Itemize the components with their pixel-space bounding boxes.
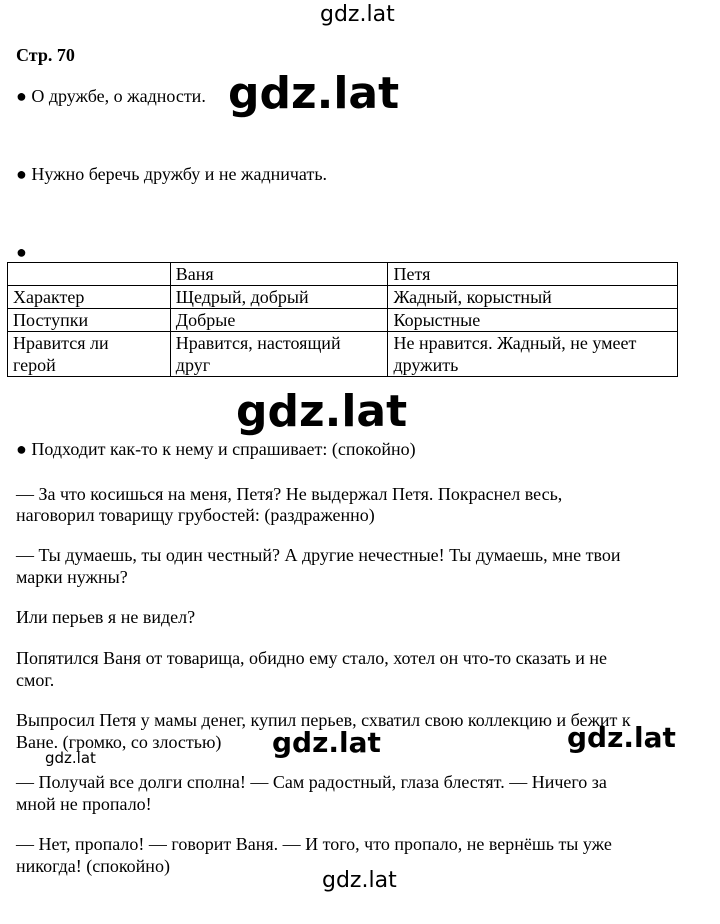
table-cell: Характер [8, 286, 171, 309]
paragraph-line: Ване. (громко, со злостью) [16, 732, 222, 752]
paragraph: Или перьев я не видел? [16, 607, 196, 627]
table-cell: Нравится ли герой [8, 332, 171, 377]
paragraph-line: мной не пропало! [16, 794, 152, 814]
answer-1: ● О дружбе, о жадности. [16, 86, 206, 106]
paragraph-line: — Нет, пропало! — говорит Ваня. — И того, что пропало, не вернёшь ты уже [16, 834, 612, 854]
table-row [8, 286, 678, 309]
table-cell: Щедрый, добрый [170, 286, 388, 309]
table-header-cell: Петя [388, 263, 678, 286]
paragraph-line: наговорил товарищу грубостей: (раздраженно) [16, 505, 375, 525]
table-cell: Корыстные [388, 309, 678, 332]
table-header-cell [8, 263, 171, 286]
table-header-cell: Ваня [170, 263, 388, 286]
paragraph-line: марки нужны? [16, 567, 128, 587]
table-cell: Добрые [170, 309, 388, 332]
characters-table [7, 262, 678, 377]
table-header-row [8, 263, 678, 286]
paragraph-line: никогда! (спокойно) [16, 856, 170, 876]
watermark-bottom: gdz.lat [322, 868, 397, 893]
watermark-medium: gdz.lat [272, 726, 381, 759]
watermark-small: gdz.lat [45, 749, 96, 767]
paragraph-line: смог. [16, 670, 55, 690]
answer-3-bullet: ● [16, 242, 27, 262]
page-title: Стр. 70 [16, 45, 75, 65]
table-row [8, 309, 678, 332]
paragraph-line: — Ты думаешь, ты один честный? А другие нечестные! Ты думаешь, мне твои [16, 545, 621, 565]
watermark-medium: gdz.lat [567, 721, 676, 754]
watermark-top: gdz.lat [320, 2, 395, 27]
answer-2: ● Нужно беречь дружбу и не жадничать. [16, 164, 328, 184]
paragraph: ● Подходит как-то к нему и спрашивает: (спокойно) [16, 439, 416, 459]
table-row [8, 332, 678, 377]
paragraph-line: — Получай все долги сполна! — Сам радостный, глаза блестят. — Ничего за [16, 772, 607, 792]
watermark-large: gdz.lat [228, 68, 400, 119]
table-cell: Поступки [8, 309, 171, 332]
table-cell: Не нравится. Жадный, не умеет дружить [388, 332, 678, 377]
paragraph-line: — За что косишься на меня, Петя? Не выдержал Петя. Покраснел весь, [16, 484, 563, 504]
watermark-large: gdz.lat [236, 386, 408, 437]
table-cell: Жадный, корыстный [388, 286, 678, 309]
paragraph-line: Выпросил Петя у мамы денег, купил перьев, схватил свою коллекцию и бежит к [16, 710, 631, 730]
paragraph-line: Попятился Ваня от товарища, обидно ему стало, хотел он что-то сказать и не [16, 648, 607, 668]
table-cell: Нравится, настоящий друг [170, 332, 388, 377]
